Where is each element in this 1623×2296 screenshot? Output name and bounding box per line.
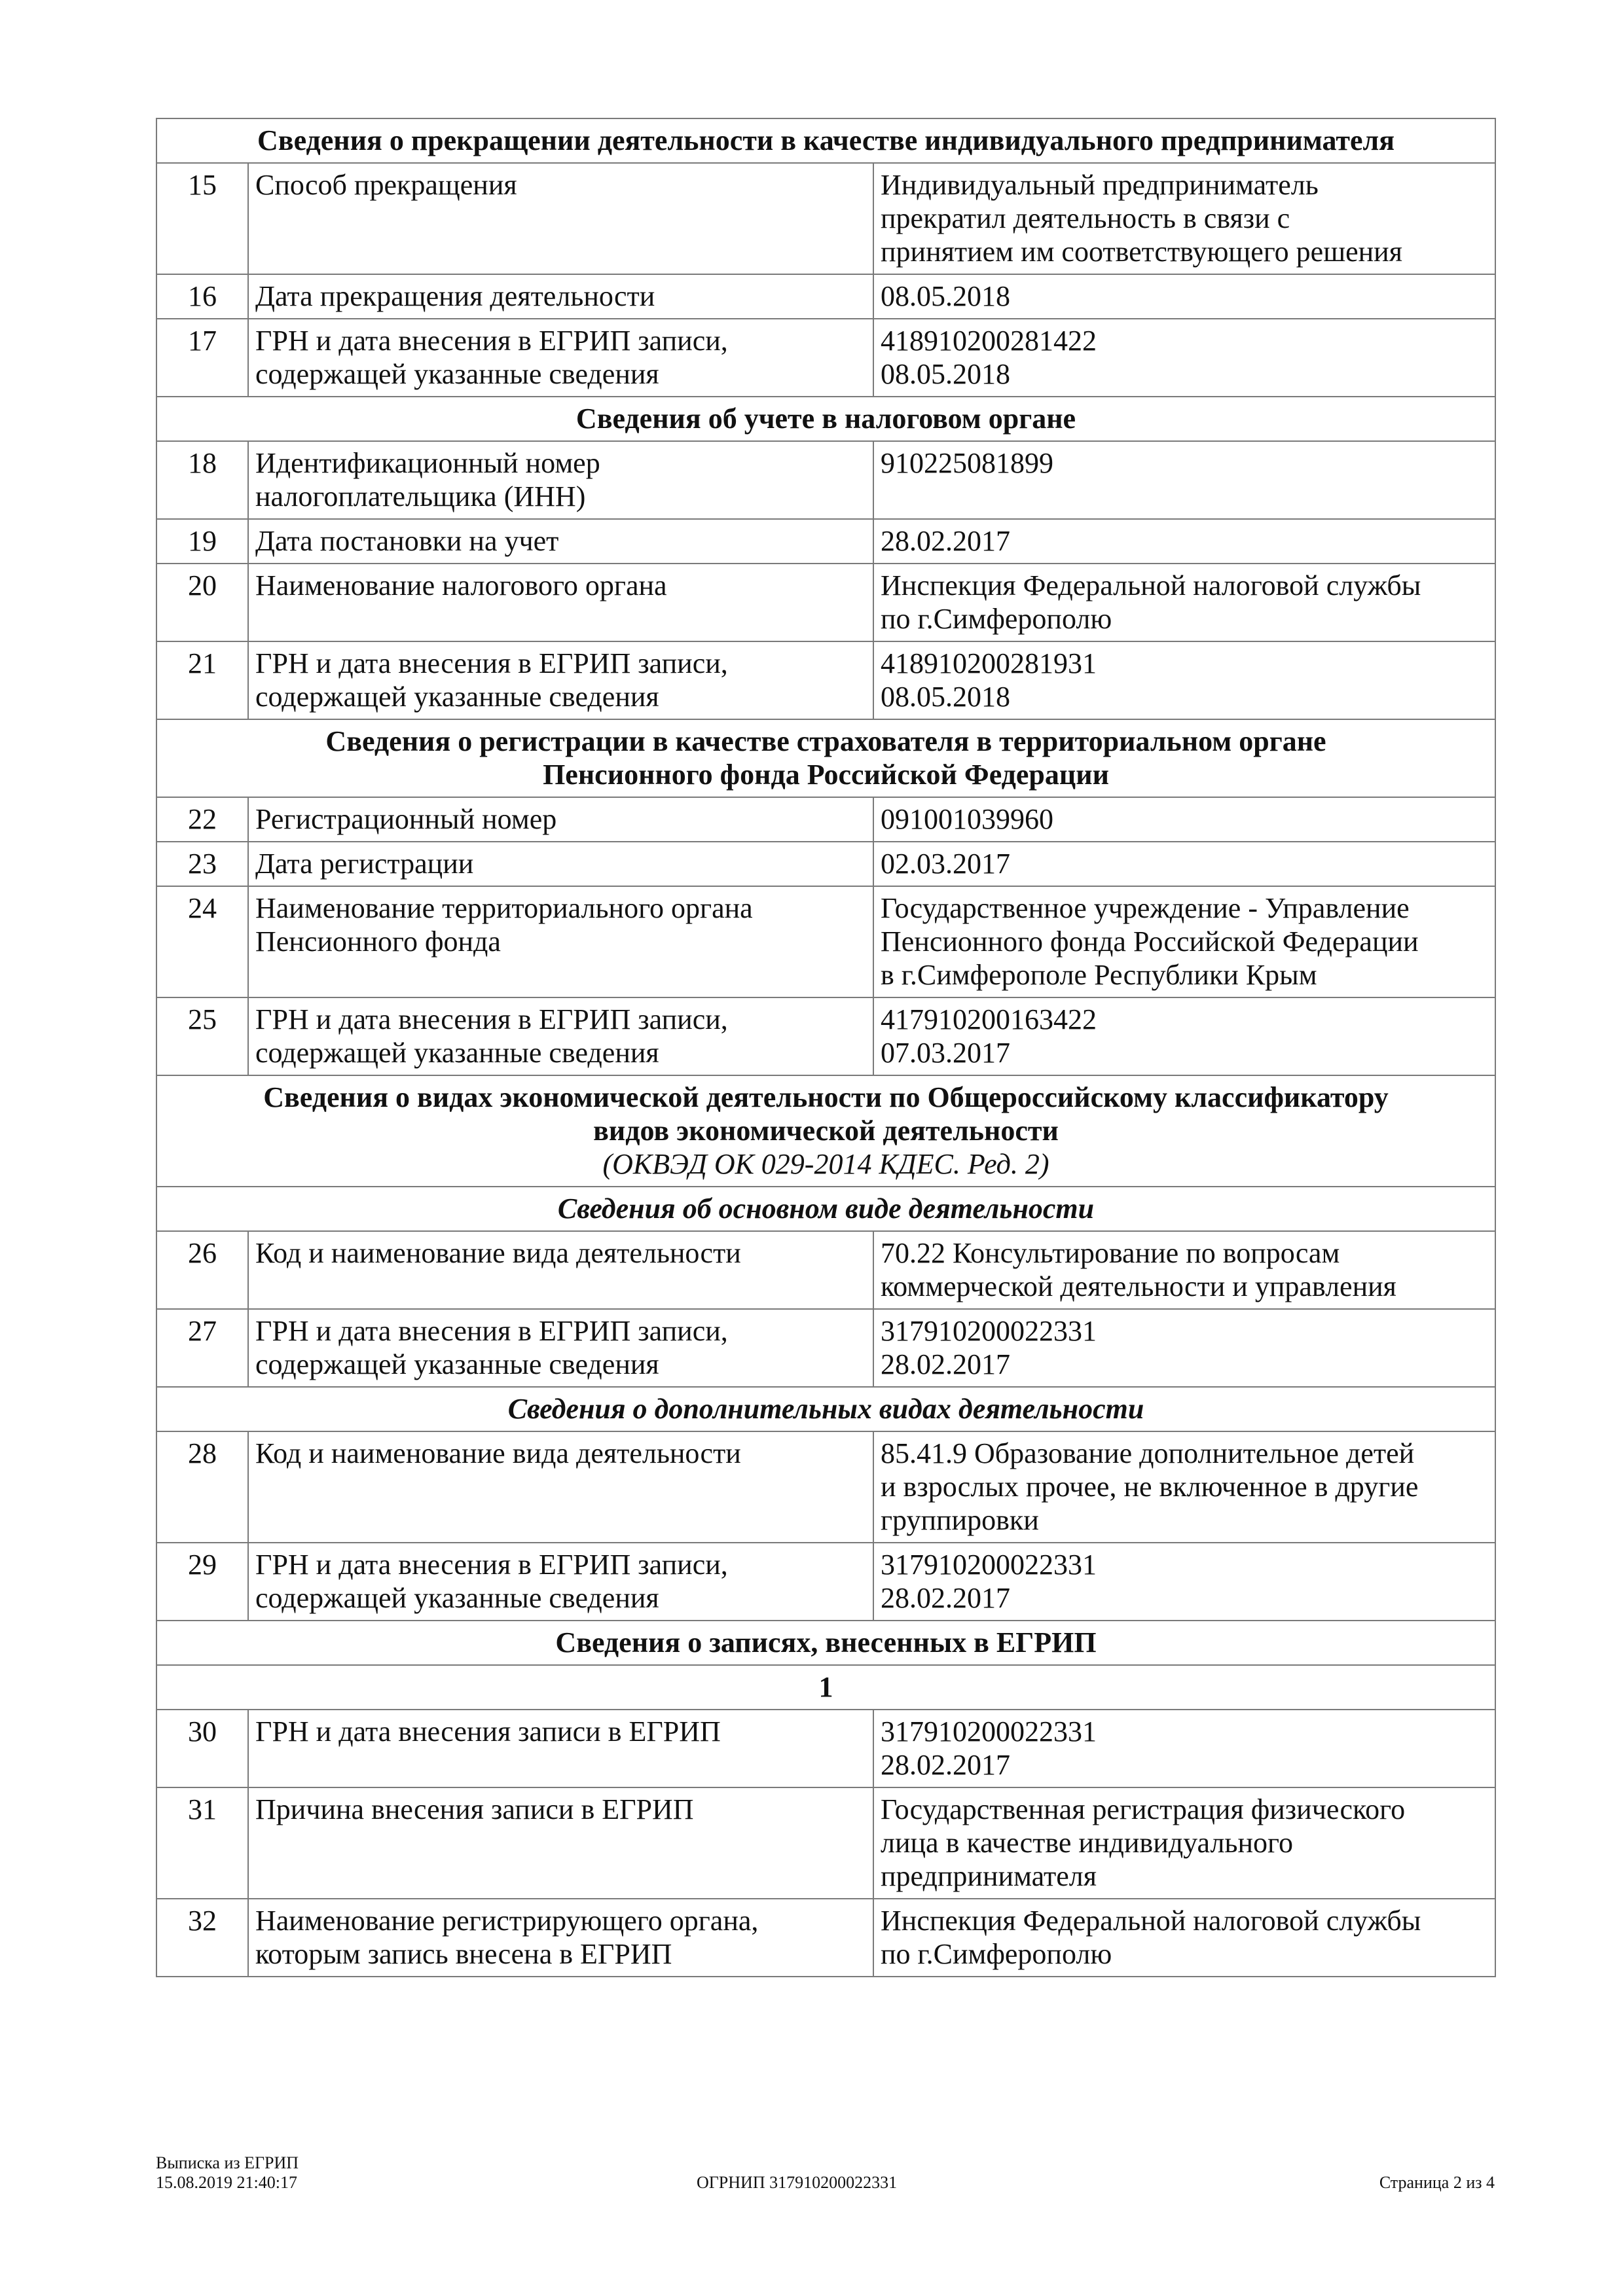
- field-value-line: 70.22 Консультирование по вопросам: [881, 1237, 1340, 1269]
- field-label: [248, 519, 873, 564]
- document-body: [156, 118, 1495, 1977]
- row-number: 17: [156, 319, 248, 397]
- field-label: [248, 163, 873, 274]
- field-value: [873, 319, 1495, 397]
- field-label-line: Дата прекращения деятельности: [255, 280, 655, 312]
- field-value-line: 317910200022331: [881, 1549, 1097, 1581]
- field-value-line: Пенсионного фонда Российской Федерации: [881, 925, 1419, 958]
- table-row: [156, 441, 1495, 519]
- field-value-line: принятием им соответствующего решения: [881, 236, 1402, 268]
- section-title-termination: Сведения о прекращении деятельности в качестве индивидуального предпринимателя: [156, 118, 1495, 163]
- field-value-line: лица в качестве индивидуального: [881, 1827, 1293, 1859]
- field-value: [873, 519, 1495, 564]
- field-value-line: 28.02.2017: [881, 525, 1010, 557]
- field-value: [873, 441, 1495, 519]
- row-number: 21: [156, 641, 248, 719]
- section-title-okved: [156, 1075, 1495, 1187]
- field-value-line: 28.02.2017: [881, 1582, 1010, 1614]
- row-number: 19: [156, 519, 248, 564]
- field-value-line: 28.02.2017: [881, 1348, 1010, 1380]
- section-title-pension: [156, 719, 1495, 797]
- row-number: 26: [156, 1231, 248, 1309]
- egrip-table: [156, 118, 1496, 1977]
- table-row: [156, 319, 1495, 397]
- field-value: [873, 641, 1495, 719]
- table-row: [156, 519, 1495, 564]
- field-label-line: Код и наименование вида деятельности: [255, 1437, 741, 1469]
- row-number: 24: [156, 886, 248, 997]
- field-value-line: 091001039960: [881, 803, 1053, 835]
- field-label-line: ГРН и дата внесения в ЕГРИП записи,: [255, 325, 728, 357]
- field-label-line: ГРН и дата внесения записи в ЕГРИП: [255, 1715, 721, 1748]
- table-row: [156, 1787, 1495, 1899]
- field-label-line: которым запись внесена в ЕГРИП: [255, 1938, 672, 1970]
- field-label-line: ГРН и дата внесения в ЕГРИП записи,: [255, 647, 728, 679]
- field-label: [248, 797, 873, 842]
- field-label: [248, 1309, 873, 1387]
- table-row: [156, 842, 1495, 886]
- field-value-line: предпринимателя: [881, 1860, 1097, 1892]
- field-label: [248, 641, 873, 719]
- section-row-termination: [156, 118, 1495, 163]
- section-row-tax: [156, 397, 1495, 441]
- row-number: 28: [156, 1431, 248, 1543]
- field-label: [248, 1231, 873, 1309]
- row-number: 25: [156, 997, 248, 1075]
- footer-doc-title: Выписка из ЕГРИП: [156, 2153, 299, 2172]
- table-row: [156, 641, 1495, 719]
- field-label-line: содержащей указанные сведения: [255, 358, 659, 390]
- field-value: [873, 1543, 1495, 1621]
- row-number: 22: [156, 797, 248, 842]
- field-value-line: Индивидуальный предприниматель: [881, 169, 1319, 201]
- field-label-line: содержащей указанные сведения: [255, 1037, 659, 1069]
- table-row: [156, 1899, 1495, 1977]
- table-row: [156, 797, 1495, 842]
- section-subtitle-okved: (ОКВЭД ОК 029-2014 КДЕС. Ред. 2): [602, 1148, 1049, 1180]
- field-label-line: ГРН и дата внесения в ЕГРИП записи,: [255, 1315, 728, 1347]
- field-value-line: 02.03.2017: [881, 848, 1010, 880]
- section-title-line: видов экономической деятельности: [593, 1115, 1059, 1147]
- row-number: 30: [156, 1710, 248, 1787]
- field-label: [248, 886, 873, 997]
- field-value: [873, 274, 1495, 319]
- field-label: [248, 1710, 873, 1787]
- field-value: [873, 1309, 1495, 1387]
- field-label-line: Дата регистрации: [255, 848, 474, 880]
- field-label: [248, 1899, 873, 1977]
- field-value-line: 418910200281422: [881, 325, 1097, 357]
- table-row: [156, 1431, 1495, 1543]
- field-label: [248, 997, 873, 1075]
- field-value: [873, 564, 1495, 641]
- field-label: [248, 564, 873, 641]
- table-row: [156, 997, 1495, 1075]
- subsection-row-main-activity: [156, 1187, 1495, 1231]
- field-label-line: Наименование регистрирующего органа,: [255, 1905, 759, 1937]
- field-value-line: в г.Симферополе Республики Крым: [881, 959, 1317, 991]
- section-row-pension: [156, 719, 1495, 797]
- field-label-line: содержащей указанные сведения: [255, 1348, 659, 1380]
- field-label-line: содержащей указанные сведения: [255, 681, 659, 713]
- field-value-line: группировки: [881, 1504, 1039, 1536]
- field-value-line: 28.02.2017: [881, 1749, 1010, 1781]
- field-label-line: Наименование налогового органа: [255, 569, 667, 601]
- field-label-line: Наименование территориального органа: [255, 892, 753, 924]
- field-value: [873, 1899, 1495, 1977]
- row-number: 32: [156, 1899, 248, 1977]
- table-row: [156, 886, 1495, 997]
- footer-datetime: 15.08.2019 21:40:17: [156, 2173, 297, 2192]
- field-value-line: 317910200022331: [881, 1715, 1097, 1748]
- field-value-line: Инспекция Федеральной налоговой службы: [881, 1905, 1421, 1937]
- field-label-line: Причина внесения записи в ЕГРИП: [255, 1793, 694, 1825]
- field-label: [248, 1543, 873, 1621]
- field-value-line: коммерческой деятельности и управления: [881, 1270, 1396, 1302]
- table-row: [156, 564, 1495, 641]
- field-value-line: прекратил деятельность в связи с: [881, 202, 1290, 234]
- field-label-line: содержащей указанные сведения: [255, 1582, 659, 1614]
- field-label: [248, 1431, 873, 1543]
- record-number-row: [156, 1665, 1495, 1710]
- field-value-line: 910225081899: [881, 447, 1053, 479]
- table-row: [156, 1543, 1495, 1621]
- field-value: [873, 886, 1495, 997]
- field-value: [873, 1710, 1495, 1787]
- field-label-line: ГРН и дата внесения в ЕГРИП записи,: [255, 1549, 728, 1581]
- field-value-line: 85.41.9 Образование дополнительное детей: [881, 1437, 1415, 1469]
- page-footer: [156, 2153, 1495, 2199]
- field-label-line: ГРН и дата внесения в ЕГРИП записи,: [255, 1003, 728, 1035]
- field-label: [248, 842, 873, 886]
- table-row: [156, 163, 1495, 274]
- field-label-line: Способ прекращения: [255, 169, 517, 201]
- subsection-title-main-activity: Сведения об основном виде деятельности: [156, 1187, 1495, 1231]
- table-row: [156, 274, 1495, 319]
- field-value-line: Инспекция Федеральной налоговой службы: [881, 569, 1421, 601]
- field-label-line: Идентификационный номер: [255, 447, 600, 479]
- field-value-line: 418910200281931: [881, 647, 1097, 679]
- field-label-line: Пенсионного фонда: [255, 925, 501, 958]
- field-value-line: 07.03.2017: [881, 1037, 1010, 1069]
- row-number: 20: [156, 564, 248, 641]
- field-value-line: 417910200163422: [881, 1003, 1097, 1035]
- field-label-line: Дата постановки на учет: [255, 525, 559, 557]
- subsection-row-extra-activity: [156, 1387, 1495, 1431]
- subsection-title-extra-activity: Сведения о дополнительных видах деятельности: [156, 1387, 1495, 1431]
- row-number: 23: [156, 842, 248, 886]
- field-value: [873, 1231, 1495, 1309]
- row-number: 18: [156, 441, 248, 519]
- field-value: [873, 797, 1495, 842]
- section-title-tax: Сведения об учете в налоговом органе: [156, 397, 1495, 441]
- section-title-line: Сведения о видах экономической деятельности по Общероссийскому классификатору: [263, 1081, 1389, 1113]
- footer-doc-info: [156, 2153, 299, 2193]
- field-label: [248, 319, 873, 397]
- field-value: [873, 997, 1495, 1075]
- field-value: [873, 842, 1495, 886]
- table-row: [156, 1231, 1495, 1309]
- field-label-line: налогоплательщика (ИНН): [255, 480, 586, 512]
- field-value-line: Государственное учреждение - Управление: [881, 892, 1410, 924]
- row-number: 31: [156, 1787, 248, 1899]
- record-number: 1: [156, 1665, 1495, 1710]
- field-value-line: 08.05.2018: [881, 681, 1010, 713]
- field-label: [248, 1787, 873, 1899]
- section-title-line: Сведения о регистрации в качестве страхователя в территориальном органе: [325, 725, 1326, 757]
- row-number: 29: [156, 1543, 248, 1621]
- section-title-line: Пенсионного фонда Российской Федерации: [543, 759, 1109, 791]
- field-value-line: 08.05.2018: [881, 280, 1010, 312]
- row-number: 15: [156, 163, 248, 274]
- section-row-okved: [156, 1075, 1495, 1187]
- section-title-records: Сведения о записях, внесенных в ЕГРИП: [156, 1621, 1495, 1665]
- field-value-line: и взрослых прочее, не включенное в другие: [881, 1471, 1419, 1503]
- field-label-line: Регистрационный номер: [255, 803, 557, 835]
- field-value: [873, 1787, 1495, 1899]
- field-value-line: по г.Симферополю: [881, 1938, 1112, 1970]
- field-label-line: Код и наименование вида деятельности: [255, 1237, 741, 1269]
- table-row: [156, 1710, 1495, 1787]
- field-value-line: 317910200022331: [881, 1315, 1097, 1347]
- row-number: 16: [156, 274, 248, 319]
- field-value: [873, 1431, 1495, 1543]
- field-label: [248, 441, 873, 519]
- footer-ogrnip: ОГРНИП 317910200022331: [697, 2173, 898, 2192]
- field-label: [248, 274, 873, 319]
- field-value: [873, 163, 1495, 274]
- field-value-line: 08.05.2018: [881, 358, 1010, 390]
- field-value-line: по г.Симферополю: [881, 603, 1112, 635]
- footer-page-number: Страница 2 из 4: [1379, 2173, 1495, 2192]
- row-number: 27: [156, 1309, 248, 1387]
- table-row: [156, 1309, 1495, 1387]
- section-row-records: [156, 1621, 1495, 1665]
- field-value-line: Государственная регистрация физического: [881, 1793, 1406, 1825]
